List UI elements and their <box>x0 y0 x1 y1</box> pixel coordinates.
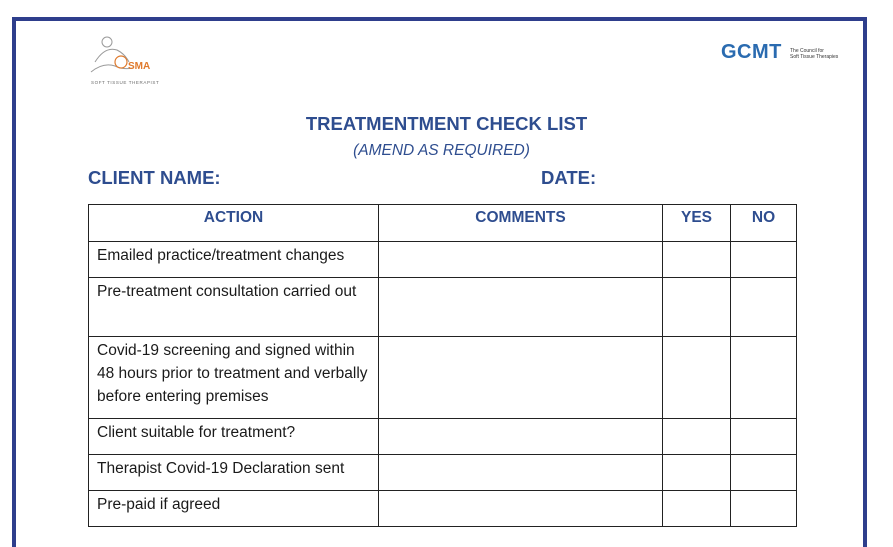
table-row <box>89 337 797 419</box>
comments-cell[interactable] <box>379 337 663 419</box>
yes-cell[interactable] <box>663 491 731 527</box>
header-action: ACTION <box>89 205 379 242</box>
sma-tagline: SOFT TISSUE THERAPIST <box>91 80 160 85</box>
table-row <box>89 455 797 491</box>
action-cell: Covid-19 screening and signed within 48 hours prior to treatment and verbally before entering premises <box>89 337 379 419</box>
no-cell[interactable] <box>731 278 797 337</box>
gcmt-subtitle-line2: Soft Tissue Therapies <box>790 54 839 60</box>
client-name-label: CLIENT NAME: <box>88 167 221 188</box>
comments-cell[interactable] <box>379 491 663 527</box>
yes-cell[interactable] <box>663 278 731 337</box>
gcmt-wordmark: GCMT <box>721 41 782 63</box>
yes-cell[interactable] <box>663 455 731 491</box>
action-cell: Client suitable for treatment? <box>89 419 379 455</box>
table-row <box>89 419 797 455</box>
no-cell[interactable] <box>731 242 797 278</box>
table-row <box>89 491 797 527</box>
header-yes: YES <box>663 205 731 242</box>
header-row <box>89 205 797 242</box>
date-label: DATE: <box>541 167 597 188</box>
gcmt-subtitle <box>790 48 860 60</box>
header-no: NO <box>731 205 797 242</box>
table-row <box>89 278 797 337</box>
action-cell: Therapist Covid-19 Declaration sent <box>89 455 379 491</box>
gcmt-subtitle-line1: The Council for <box>790 48 824 54</box>
comments-cell[interactable] <box>379 419 663 455</box>
page-title: TREATMENTMENT CHECK LIST <box>305 113 588 134</box>
no-cell[interactable] <box>731 337 797 419</box>
table-row <box>89 242 797 278</box>
yes-cell[interactable] <box>663 337 731 419</box>
action-cell: Pre-paid if agreed <box>89 491 379 527</box>
sma-wordmark: SMA <box>128 61 151 72</box>
action-cell: Pre-treatment consultation carried out <box>89 278 379 337</box>
comments-cell[interactable] <box>379 278 663 337</box>
page-subtitle: (AMEND AS REQUIRED) <box>353 142 530 159</box>
header-comments: COMMENTS <box>379 205 663 242</box>
comments-cell[interactable] <box>379 242 663 278</box>
no-cell[interactable] <box>731 455 797 491</box>
yes-cell[interactable] <box>663 242 731 278</box>
no-cell[interactable] <box>731 419 797 455</box>
no-cell[interactable] <box>731 491 797 527</box>
comments-cell[interactable] <box>379 455 663 491</box>
checklist-table <box>88 204 797 527</box>
yes-cell[interactable] <box>663 419 731 455</box>
action-cell: Emailed practice/treatment changes <box>89 242 379 278</box>
